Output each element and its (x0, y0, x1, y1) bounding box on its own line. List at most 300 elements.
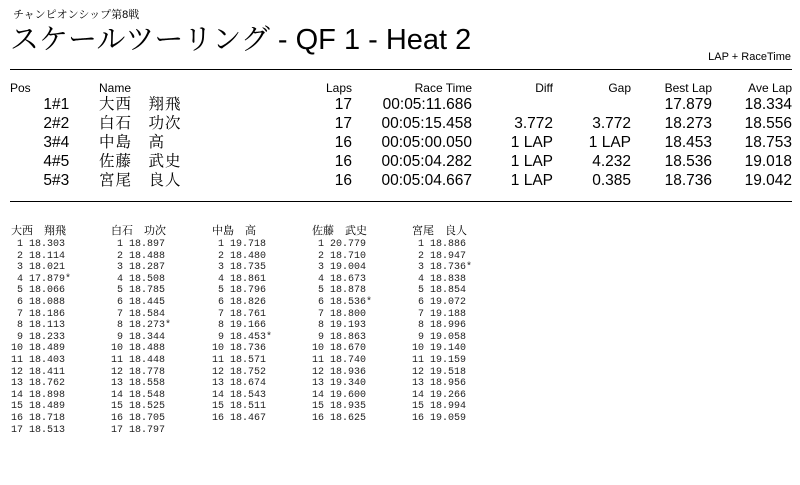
lap-time-value: 18.956 (430, 378, 467, 390)
lap-time-row (111, 309, 207, 321)
lap-number: 12 (212, 366, 231, 378)
lap-time-row (312, 274, 408, 286)
lap-time-value: 18.762 (29, 378, 66, 390)
lap-number: 8 (111, 320, 130, 332)
lap-number: 9 (11, 331, 30, 343)
race-time-cell: 00:05:00.050 (381, 134, 472, 151)
best-lap-cell: 17.879 (664, 96, 712, 113)
lap-number: 16 (111, 412, 130, 424)
lap-number: 14 (312, 389, 331, 401)
lap-time-row (212, 251, 308, 263)
lap-time-row (111, 251, 207, 263)
lap-time-row (412, 367, 508, 379)
lap-column-driver-name: 佐藤 武史 (312, 225, 367, 237)
lap-time-value: 18.800 (330, 308, 367, 320)
lap-time-row (11, 355, 107, 367)
result-row (10, 95, 792, 114)
lap-number: 1 (11, 239, 30, 250)
lap-time-value: 18.113 (29, 320, 66, 332)
lap-time-row (212, 343, 308, 355)
lap-time-value: 19.140 (430, 343, 467, 355)
header-divider (10, 69, 792, 70)
lap-number: 7 (412, 308, 431, 320)
lap-number: 2 (312, 250, 331, 262)
lap-number: 16 (412, 412, 431, 424)
lap-time-value: 18.761 (230, 308, 267, 320)
lap-number: 14 (11, 389, 30, 401)
lap-number: 11 (111, 354, 130, 366)
gap-cell: 0.385 (592, 172, 631, 189)
lap-time-row (312, 285, 408, 297)
lap-time-row (212, 413, 308, 425)
ave-lap-cell: 18.334 (744, 96, 792, 113)
lap-number: 13 (412, 378, 431, 390)
lap-time-value: 19.004 (330, 262, 367, 274)
race-time-cell: 00:05:15.458 (381, 115, 472, 132)
result-row (10, 152, 792, 171)
lap-time-row (111, 262, 207, 274)
position-cell: 3 (43, 134, 52, 151)
lap-time-value: 19.266 (430, 389, 467, 401)
lap-number: 4 (11, 273, 30, 285)
lap-time-row (212, 262, 308, 274)
lap-number: 5 (312, 285, 331, 297)
lap-time-value: 18.511 (230, 401, 267, 413)
laps-cell: 16 (334, 153, 352, 170)
lap-time-row (412, 262, 508, 274)
lap-time-row (412, 285, 508, 297)
lap-time-value: 19.600 (330, 389, 367, 401)
lap-time-value: 18.936 (330, 366, 367, 378)
gap-cell: 1 LAP (588, 134, 631, 151)
lap-number: 14 (212, 389, 231, 401)
results-table (10, 81, 792, 190)
lap-number: 17 (11, 424, 30, 436)
lap-time-value: 18.778 (129, 366, 166, 378)
lap-number: 12 (412, 366, 431, 378)
lap-number: 1 (412, 239, 431, 250)
lap-time-value: 18.088 (29, 296, 66, 308)
lap-number: 4 (412, 273, 431, 285)
lap-time-row (212, 274, 308, 286)
lap-number: 13 (111, 378, 130, 390)
lap-number: 7 (312, 308, 331, 320)
position-cell: 1 (43, 96, 52, 113)
lap-number: 2 (11, 250, 30, 262)
lap-time-value: 18.448 (129, 354, 166, 366)
lap-time-value: 18.785 (129, 285, 166, 297)
laps-cell: 17 (334, 115, 352, 132)
best-lap-cell: 18.453 (664, 134, 712, 151)
best-lap-cell: 18.536 (664, 153, 712, 170)
lap-time-row (11, 378, 107, 390)
lap-time-value: 18.861 (230, 273, 267, 285)
lap-time-row (111, 320, 207, 332)
lap-number: 2 (412, 250, 431, 262)
lap-number: 5 (212, 285, 231, 297)
lap-time-row (212, 239, 308, 251)
lap-time-row (111, 332, 207, 344)
driver-name-cell: 宮尾 良人 (99, 172, 182, 189)
lap-number: 11 (312, 354, 331, 366)
race-time-cell: 00:05:04.282 (381, 153, 472, 170)
lap-time-row (111, 285, 207, 297)
lap-number: 12 (312, 366, 331, 378)
lap-number: 3 (312, 262, 331, 274)
lap-time-value: 18.897 (129, 239, 166, 250)
lap-time-row (412, 239, 508, 251)
best-lap-cell: 18.273 (664, 115, 712, 132)
lap-time-value: 18.489 (29, 401, 66, 413)
lap-time-value: 18.488 (129, 250, 166, 262)
lap-times-column (11, 225, 107, 436)
lap-time-row (412, 320, 508, 332)
lap-number: 8 (11, 320, 30, 332)
lap-time-row (11, 251, 107, 263)
lap-time-row (412, 343, 508, 355)
column-header-ave-lap: Ave Lap (748, 81, 792, 95)
lap-number: 6 (312, 296, 331, 308)
lap-time-value: 18.736 (230, 343, 267, 355)
lap-number: 4 (312, 273, 331, 285)
lap-time-row (312, 413, 408, 425)
lap-number: 14 (412, 389, 431, 401)
lap-time-value: 19.188 (430, 308, 467, 320)
lap-number: 3 (412, 262, 431, 274)
lap-time-row (312, 332, 408, 344)
lap-time-value: 18.508 (129, 273, 166, 285)
lap-number: 7 (212, 308, 231, 320)
lap-time-value: 18.114 (29, 250, 66, 262)
lap-number: 15 (111, 401, 130, 413)
lap-time-value: 19.340 (330, 378, 367, 390)
ave-lap-cell: 19.018 (744, 153, 792, 170)
lap-time-row (212, 367, 308, 379)
page-title: スケールツーリング - QF 1 - Heat 2 (10, 24, 472, 56)
lap-number: 15 (212, 401, 231, 413)
lap-time-row (11, 285, 107, 297)
diff-cell: 1 LAP (510, 153, 553, 170)
lap-times-column (111, 225, 207, 436)
lap-time-row (111, 390, 207, 402)
lap-number: 11 (212, 354, 231, 366)
result-row (10, 114, 792, 133)
lap-number: 12 (111, 366, 130, 378)
lap-time-value: 18.467 (230, 412, 267, 424)
lap-time-row (412, 378, 508, 390)
lap-number: 4 (212, 273, 231, 285)
lap-time-value: 18.344 (129, 331, 166, 343)
lap-number: 16 (212, 412, 231, 424)
lap-times-column (412, 225, 508, 425)
lap-time-row (212, 332, 308, 344)
lap-number: 8 (412, 320, 431, 332)
column-header-diff: Diff (535, 81, 553, 95)
lap-time-row (212, 285, 308, 297)
lap-number: 2 (111, 250, 130, 262)
lap-time-value: 18.718 (29, 412, 66, 424)
lap-time-value: 19.059 (430, 412, 467, 424)
lap-time-row (312, 262, 408, 274)
lap-column-driver-name: 白石 功次 (111, 225, 166, 237)
lap-number: 5 (11, 285, 30, 297)
lap-time-value: 18.863 (330, 331, 367, 343)
lap-time-row (412, 413, 508, 425)
lap-time-value: 18.735 (230, 262, 267, 274)
lap-number: 15 (412, 401, 431, 413)
lap-time-row (312, 355, 408, 367)
lap-time-row (312, 390, 408, 402)
lap-number: 1 (111, 239, 130, 250)
lap-time-row (312, 320, 408, 332)
lap-number: 11 (11, 354, 30, 366)
lap-time-row (312, 367, 408, 379)
lap-time-value: 19.518 (430, 366, 467, 378)
car-number-cell: #4 (52, 134, 70, 151)
lap-time-value: 19.058 (430, 331, 467, 343)
lap-time-value: 19.072 (430, 296, 467, 308)
lap-time-value: 18.878 (330, 285, 367, 297)
lap-time-row (312, 309, 408, 321)
lap-time-value: 18.826 (230, 296, 267, 308)
lap-number: 3 (111, 262, 130, 274)
lap-time-value: 18.670 (330, 343, 367, 355)
column-header-gap: Gap (608, 81, 631, 95)
lap-number: 10 (312, 343, 331, 355)
laps-cell: 17 (334, 96, 352, 113)
result-row (10, 171, 792, 190)
lap-time-value: 18.994 (430, 401, 467, 413)
gap-cell: 3.772 (592, 115, 631, 132)
car-number-cell: #2 (52, 115, 70, 132)
diff-cell (472, 95, 553, 114)
lap-times-column (212, 225, 308, 425)
lap-number: 3 (11, 262, 30, 274)
lap-number: 6 (111, 296, 130, 308)
result-row (10, 133, 792, 152)
lap-time-value: 18.273* (129, 320, 172, 332)
lap-time-row (412, 274, 508, 286)
lap-time-value: 18.935 (330, 401, 367, 413)
position-cell: 5 (43, 172, 52, 189)
lap-time-value: 18.233 (29, 331, 66, 343)
lap-time-row (11, 332, 107, 344)
lap-number: 13 (11, 378, 30, 390)
lap-time-value: 18.705 (129, 412, 166, 424)
lap-time-value: 18.947 (430, 250, 467, 262)
lap-time-row (11, 413, 107, 425)
lap-time-row (312, 239, 408, 251)
lap-time-value: 18.838 (430, 273, 467, 285)
lap-number: 7 (11, 308, 30, 320)
lap-time-value: 18.453* (230, 331, 273, 343)
ave-lap-cell: 18.753 (744, 134, 792, 151)
lap-time-value: 20.779 (330, 239, 367, 250)
lap-time-value: 18.797 (129, 424, 166, 436)
lap-time-value: 18.403 (29, 354, 66, 366)
lap-time-value: 18.186 (29, 308, 66, 320)
lap-time-row (412, 297, 508, 309)
lap-time-row (412, 309, 508, 321)
lap-time-row (412, 332, 508, 344)
driver-name-cell: 中島 高 (99, 134, 166, 151)
lap-number: 2 (212, 250, 231, 262)
lap-number: 12 (11, 366, 30, 378)
column-header-laps: Laps (325, 81, 352, 95)
lap-number: 1 (312, 239, 331, 250)
car-number-cell: #5 (52, 153, 70, 170)
lap-number: 16 (11, 412, 30, 424)
series-label: チャンピオンシップ第8戦 (13, 9, 140, 21)
lap-time-value: 18.740 (330, 354, 367, 366)
lap-time-row (11, 343, 107, 355)
lap-time-row (11, 239, 107, 251)
lap-time-row (11, 262, 107, 274)
lap-time-value: 18.736* (430, 262, 473, 274)
lap-time-value: 18.996 (430, 320, 467, 332)
lap-time-row (212, 309, 308, 321)
lap-time-value: 18.525 (129, 401, 166, 413)
lap-number: 16 (312, 412, 331, 424)
lap-time-row (11, 425, 107, 437)
lap-time-row (312, 401, 408, 413)
lap-time-row (312, 378, 408, 390)
lap-time-row (312, 297, 408, 309)
lap-time-row (111, 355, 207, 367)
lap-time-value: 18.710 (330, 250, 367, 262)
lap-time-value: 18.898 (29, 389, 66, 401)
lap-time-row (11, 309, 107, 321)
lap-time-value: 18.021 (29, 262, 66, 274)
lap-number: 9 (212, 331, 231, 343)
laps-cell: 16 (334, 134, 352, 151)
lap-number: 13 (312, 378, 331, 390)
lap-number: 6 (212, 296, 231, 308)
lap-time-row (412, 390, 508, 402)
lap-time-row (11, 297, 107, 309)
lap-number: 6 (11, 296, 30, 308)
lap-time-value: 18.674 (230, 378, 267, 390)
lap-time-row (11, 320, 107, 332)
column-header-race-time: Race Time (414, 81, 472, 95)
lap-time-value: 18.066 (29, 285, 66, 297)
lap-number: 10 (111, 343, 130, 355)
lap-times-column (312, 225, 408, 425)
lap-number: 1 (212, 239, 231, 250)
lap-time-value: 18.536* (330, 296, 373, 308)
lap-time-row (212, 401, 308, 413)
race-time-cell: 00:05:04.667 (381, 172, 472, 189)
best-lap-cell: 18.736 (664, 172, 712, 189)
display-mode-label: LAP + RaceTime (708, 51, 791, 63)
lap-time-value: 19.193 (330, 320, 367, 332)
lap-time-value: 18.287 (129, 262, 166, 274)
lap-time-value: 18.445 (129, 296, 166, 308)
lap-time-value: 18.411 (29, 366, 66, 378)
lap-number: 14 (111, 389, 130, 401)
results-divider (10, 201, 792, 202)
lap-time-row (212, 297, 308, 309)
gap-cell: 4.232 (592, 153, 631, 170)
lap-time-value: 18.489 (29, 343, 66, 355)
lap-number: 4 (111, 273, 130, 285)
lap-time-value: 18.548 (129, 389, 166, 401)
lap-time-row (111, 367, 207, 379)
lap-time-row (212, 378, 308, 390)
lap-number: 8 (312, 320, 331, 332)
lap-number: 8 (212, 320, 231, 332)
lap-number: 10 (11, 343, 30, 355)
lap-time-row (412, 251, 508, 263)
laps-cell: 16 (334, 172, 352, 189)
lap-time-row (11, 390, 107, 402)
lap-time-row (111, 343, 207, 355)
lap-number: 5 (412, 285, 431, 297)
lap-time-value: 18.673 (330, 273, 367, 285)
column-header-name: Name (99, 81, 132, 95)
lap-time-value: 18.488 (129, 343, 166, 355)
lap-number: 9 (312, 331, 331, 343)
lap-number: 10 (412, 343, 431, 355)
driver-name-cell: 白石 功次 (99, 115, 182, 132)
lap-time-value: 18.558 (129, 378, 166, 390)
lap-number: 6 (412, 296, 431, 308)
lap-number: 11 (412, 354, 431, 366)
diff-cell: 1 LAP (510, 134, 553, 151)
gap-cell (553, 95, 631, 114)
lap-number: 15 (11, 401, 30, 413)
race-time-cell: 00:05:11.686 (382, 96, 472, 113)
car-number-cell: #3 (52, 172, 70, 189)
lap-time-row (111, 378, 207, 390)
lap-time-row (212, 320, 308, 332)
lap-number: 15 (312, 401, 331, 413)
lap-time-row (312, 343, 408, 355)
column-header-number (52, 81, 99, 95)
lap-time-value: 18.584 (129, 308, 166, 320)
lap-number: 5 (111, 285, 130, 297)
lap-time-row (11, 367, 107, 379)
results-header-row (10, 81, 792, 95)
lap-time-value: 18.625 (330, 412, 367, 424)
diff-cell: 1 LAP (510, 172, 553, 189)
position-cell: 4 (43, 153, 52, 170)
lap-time-value: 18.752 (230, 366, 267, 378)
column-header-pos: Pos (10, 81, 31, 95)
lap-time-row (111, 401, 207, 413)
ave-lap-cell: 19.042 (744, 172, 792, 189)
lap-time-value: 18.303 (29, 239, 66, 250)
column-header-best-lap: Best Lap (664, 81, 712, 95)
lap-time-row (412, 401, 508, 413)
lap-time-row (412, 355, 508, 367)
driver-name-cell: 佐藤 武史 (99, 153, 182, 170)
lap-time-value: 18.480 (230, 250, 267, 262)
lap-column-driver-name: 中島 高 (212, 225, 256, 237)
lap-number: 13 (212, 378, 231, 390)
position-cell: 2 (43, 115, 52, 132)
lap-time-row (212, 355, 308, 367)
lap-column-driver-name: 宮尾 良人 (412, 225, 467, 237)
lap-time-value: 19.718 (230, 239, 267, 250)
lap-time-row (11, 274, 107, 286)
lap-column-driver-name: 大西 翔飛 (11, 225, 66, 237)
lap-time-row (111, 239, 207, 251)
lap-time-row (111, 274, 207, 286)
lap-time-value: 19.166 (230, 320, 267, 332)
lap-time-row (111, 413, 207, 425)
lap-time-value: 18.886 (430, 239, 467, 250)
